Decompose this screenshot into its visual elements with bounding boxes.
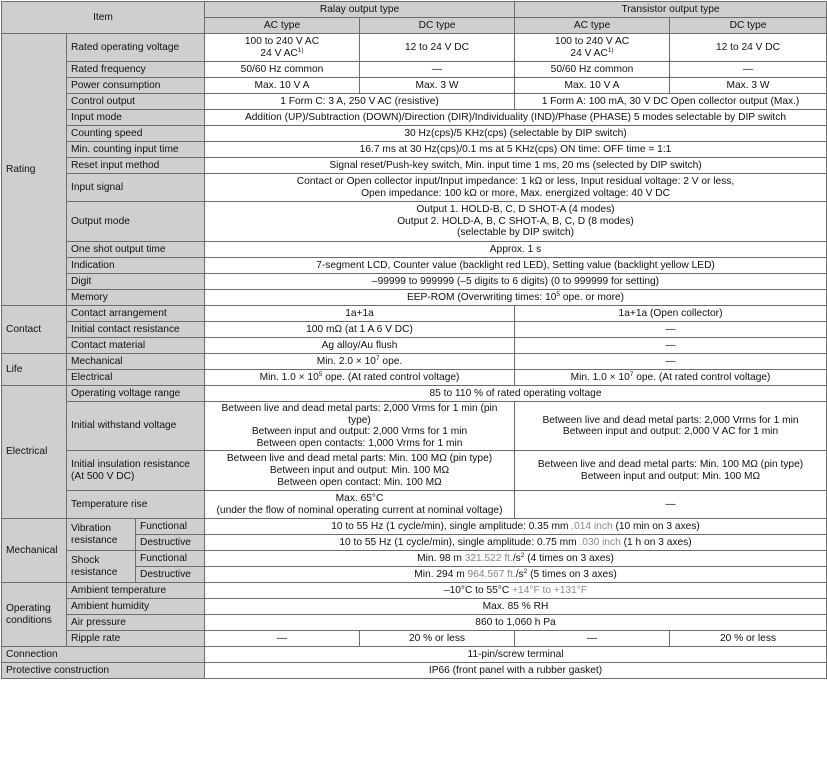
specifications-table	[1, 1, 827, 679]
group-label-mechanical: Mechanical	[2, 519, 67, 583]
row-label: Memory	[67, 290, 205, 306]
table-row	[2, 242, 827, 258]
row-label: Operating voltage range	[67, 386, 205, 402]
relay-output-header: Ralay output type	[205, 2, 515, 18]
table-row	[2, 370, 827, 386]
cell: Max. 3 W	[360, 78, 515, 94]
table-row	[2, 34, 827, 62]
cell: 100 mΩ (at 1 A 6 V DC)	[205, 322, 515, 338]
cell: Max. 85 % RH	[205, 599, 827, 615]
row-label: Output mode	[67, 202, 205, 242]
cell: Min. 98 m 321.522 $ft./s^2$ (4 times on 3 axes)	[205, 551, 827, 567]
row-label: Input mode	[67, 110, 205, 126]
cell: IP66 (front panel with a rubber gasket)	[205, 663, 827, 679]
table-row	[2, 647, 827, 663]
group-label-life: Life	[2, 354, 67, 386]
cell: Min. $1.0 \times 10^5$ ope. (At rated control voltage)	[205, 370, 515, 386]
row-label: Initial withstand voltage	[67, 402, 205, 451]
row-label: Initial insulation resistance (At 500 V DC)	[67, 451, 205, 491]
row-label: Min. counting input time	[67, 142, 205, 158]
cell: Contact or Open collector input/Input impedance: 1 kΩ or less, Input residual voltage: 2 V or less, Open impedance: 100 kΩ or more, Max. energized voltage: 40 V DC	[205, 174, 827, 202]
group-label-operating: Operating conditions	[2, 583, 67, 647]
row-label: Digit	[67, 274, 205, 290]
row-label: Rated operating voltage	[67, 34, 205, 62]
group-label-electrical: Electrical	[2, 386, 67, 519]
table-row	[2, 94, 827, 110]
row-label: Protective construction	[2, 663, 205, 679]
table-row	[2, 615, 827, 631]
transistor-ac-header: AC type	[515, 18, 670, 34]
cell: Signal reset/Push-key switch, Min. input time 1 ms, 20 ms (selected by DIP switch)	[205, 158, 827, 174]
cell: –99999 to 999999 (–5 digits to 6 digits) (0 to 999999 for setting)	[205, 274, 827, 290]
cell: —	[515, 491, 827, 519]
cell: —	[515, 631, 670, 647]
cell: —	[515, 322, 827, 338]
cell: Min. $2.0 \times 10^7$ ope.	[205, 354, 515, 370]
relay-ac-header: AC type	[205, 18, 360, 34]
row-label: Rated frequency	[67, 62, 205, 78]
cell: EEP-ROM (Overwriting times: $10^5$ ope. or more)	[205, 290, 827, 306]
cell: 100 to 240 V AC 24 V AC$^{1)}$	[205, 34, 360, 62]
row-label: Contact arrangement	[67, 306, 205, 322]
cell: 1 Form A: 100 mA, 30 V DC Open collector output (Max.)	[515, 94, 827, 110]
table-row	[2, 142, 827, 158]
row-label: Air pressure	[67, 615, 205, 631]
cell: –10°C to 55°C +14°F to +131°F	[205, 583, 827, 599]
cell: Between live and dead metal parts: Min. 100 MΩ (pin type) Between input and output: Min. 100 MΩ Between open contact: Min. 100 MΩ	[205, 451, 515, 491]
table-row	[2, 158, 827, 174]
cell: Output 1. HOLD-B, C, D SHOT-A (4 modes) Output 2. HOLD-A, B, C SHOT-A, B, C, D (8 modes) (selectable by DIP switch)	[205, 202, 827, 242]
table-row	[2, 451, 827, 491]
row-label: Destructive	[136, 567, 205, 583]
table-row	[2, 402, 827, 451]
table-row	[2, 583, 827, 599]
cell: 30 Hz(cps)/5 KHz(cps) (selectable by DIP switch)	[205, 126, 827, 142]
row-label: Ambient humidity	[67, 599, 205, 615]
cell: 50/60 Hz common	[515, 62, 670, 78]
cell: Max. 10 V A	[515, 78, 670, 94]
row-label: Initial contact resistance	[67, 322, 205, 338]
row-label: Power consumption	[67, 78, 205, 94]
cell: —	[670, 62, 827, 78]
cell: 20 % or less	[670, 631, 827, 647]
table-row	[2, 322, 827, 338]
row-label: Vibration resistance	[67, 519, 136, 551]
group-label-contact: Contact	[2, 306, 67, 354]
cell: Addition (UP)/Subtraction (DOWN)/Direction (DIR)/Individuality (IND)/Phase (PHASE) 5 modes selectable by DIP switch	[205, 110, 827, 126]
cell: Between live and dead metal parts: 2,000 Vrms for 1 min (pin type) Between input and output: 2,000 Vrms for 1 min Between open contacts: 1,000 Vrms for 1 min	[205, 402, 515, 451]
row-label: One shot output time	[67, 242, 205, 258]
row-label: Functional	[136, 519, 205, 535]
table-row	[2, 631, 827, 647]
cell: —	[515, 338, 827, 354]
cell: Max. 3 W	[670, 78, 827, 94]
cell: 860 to 1,060 h Pa	[205, 615, 827, 631]
cell: 10 to 55 Hz (1 cycle/min), single amplitude: 0.75 mm .030 inch (1 h on 3 axes)	[205, 535, 827, 551]
table-row	[2, 290, 827, 306]
header-row-1	[2, 2, 827, 18]
cell: Max. 65°C (under the flow of nominal operating current at nominal voltage)	[205, 491, 515, 519]
cell: Ag alloy/Au flush	[205, 338, 515, 354]
row-label: Ripple rate	[67, 631, 205, 647]
cell: 7-segment LCD, Counter value (backlight red LED), Setting value (backlight yellow LED)	[205, 258, 827, 274]
table-row	[2, 78, 827, 94]
row-label: Mechanical	[67, 354, 205, 370]
cell: 16.7 ms at 30 Hz(cps)/0.1 ms at 5 KHz(cps) ON time: OFF time = 1:1	[205, 142, 827, 158]
table-row	[2, 519, 827, 535]
row-label: Functional	[136, 551, 205, 567]
table-row	[2, 551, 827, 567]
cell: 1 Form C: 3 A, 250 V AC (resistive)	[205, 94, 515, 110]
table-row	[2, 663, 827, 679]
table-row	[2, 338, 827, 354]
cell: —	[515, 354, 827, 370]
cell: 12 to 24 V DC	[360, 34, 515, 62]
item-header: Item	[2, 2, 205, 34]
cell: Approx. 1 s	[205, 242, 827, 258]
table-row	[2, 354, 827, 370]
row-label: Contact material	[67, 338, 205, 354]
cell: 1a+1a	[205, 306, 515, 322]
cell: Max. 10 V A	[205, 78, 360, 94]
table-row	[2, 258, 827, 274]
cell: Min. $1.0 \times 10^7$ ope. (At rated control voltage)	[515, 370, 827, 386]
cell: Between live and dead metal parts: 2,000 Vrms for 1 min Between input and output: 2,000 V AC for 1 min	[515, 402, 827, 451]
table-row	[2, 62, 827, 78]
table-row	[2, 306, 827, 322]
row-label: Indication	[67, 258, 205, 274]
row-label: Connection	[2, 647, 205, 663]
cell: 50/60 Hz common	[205, 62, 360, 78]
row-label: Shock resistance	[67, 551, 136, 583]
cell: Min. 294 m 964.567 $ft./s^2$ (5 times on 3 axes)	[205, 567, 827, 583]
cell: —	[360, 62, 515, 78]
cell: 12 to 24 V DC	[670, 34, 827, 62]
cell: 85 to 110 % of rated operating voltage	[205, 386, 827, 402]
cell: 10 to 55 Hz (1 cycle/min), single amplitude: 0.35 mm .014 inch (10 min on 3 axes)	[205, 519, 827, 535]
row-label: Electrical	[67, 370, 205, 386]
transistor-output-header: Transistor output type	[515, 2, 827, 18]
table-row	[2, 202, 827, 242]
cell: 1a+1a (Open collector)	[515, 306, 827, 322]
row-label: Input signal	[67, 174, 205, 202]
row-label: Reset input method	[67, 158, 205, 174]
table-row	[2, 110, 827, 126]
row-label: Ambient temperature	[67, 583, 205, 599]
row-label: Temperature rise	[67, 491, 205, 519]
cell: Between live and dead metal parts: Min. 100 MΩ (pin type) Between input and output: Min. 100 MΩ	[515, 451, 827, 491]
relay-dc-header: DC type	[360, 18, 515, 34]
table-row	[2, 599, 827, 615]
table-row	[2, 491, 827, 519]
cell: 100 to 240 V AC 24 V AC$^{1)}$	[515, 34, 670, 62]
cell: 11-pin/screw terminal	[205, 647, 827, 663]
group-label-rating: Rating	[2, 34, 67, 306]
cell: —	[205, 631, 360, 647]
row-label: Destructive	[136, 535, 205, 551]
table-row	[2, 274, 827, 290]
row-label: Counting speed	[67, 126, 205, 142]
table-row	[2, 126, 827, 142]
table-row	[2, 386, 827, 402]
row-label: Control output	[67, 94, 205, 110]
cell: 20 % or less	[360, 631, 515, 647]
transistor-dc-header: DC type	[670, 18, 827, 34]
table-row	[2, 174, 827, 202]
